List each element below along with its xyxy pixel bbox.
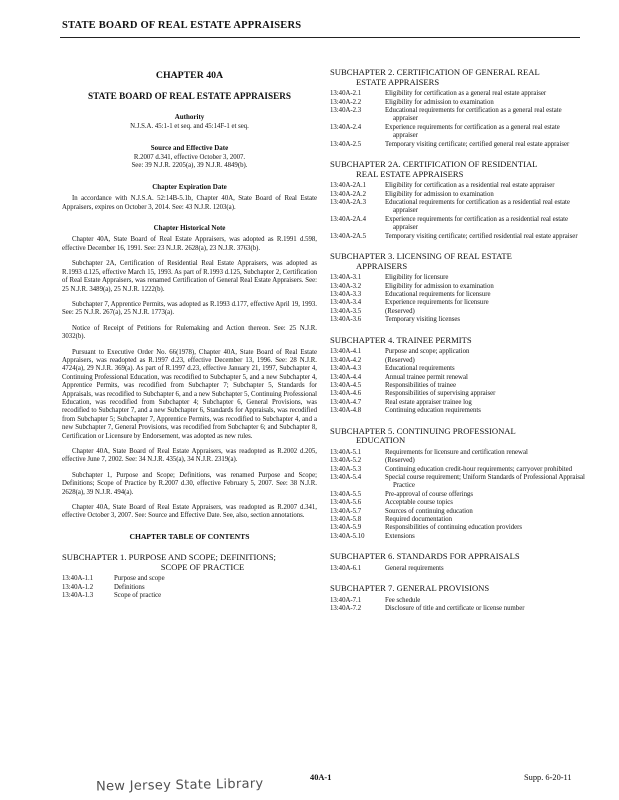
section-title: Eligibility for certification as a residential real estate appraiser bbox=[385, 182, 555, 190]
right-column bbox=[330, 68, 585, 614]
toc-entry[interactable] bbox=[330, 374, 585, 382]
section-number: 13:40A-7.1 bbox=[330, 596, 362, 604]
subchapter-title: SUBCHAPTER 3. LICENSING OF REAL ESTATE bbox=[330, 251, 512, 262]
section-title: (Reserved) bbox=[385, 457, 415, 465]
section-number: 13:40A-2.3 bbox=[330, 107, 362, 114]
section-title: Educational requirements bbox=[385, 365, 455, 373]
subchapter-entries bbox=[330, 182, 585, 241]
toc-entry[interactable] bbox=[330, 382, 585, 390]
toc-entry[interactable] bbox=[330, 316, 585, 324]
section-number: 13:40A-2A.4 bbox=[330, 215, 367, 223]
section-title: Educational requirements for certification as a residential real estate appraiser bbox=[385, 199, 570, 215]
section-title: Fee schedule bbox=[385, 596, 421, 604]
toc-entry[interactable] bbox=[330, 291, 585, 299]
section-number: 13:40A-4.6 bbox=[330, 390, 362, 398]
section-number: 13:40A-3.6 bbox=[330, 316, 362, 324]
section-title: General requirements bbox=[385, 564, 444, 572]
toc-entry[interactable] bbox=[330, 99, 585, 107]
section-number: 13:40A-3.1 bbox=[330, 274, 362, 282]
toc-entry[interactable] bbox=[330, 474, 585, 491]
subchapter-heading bbox=[330, 427, 585, 446]
section-title: Eligibility for certification as a general real estate appraiser bbox=[385, 90, 547, 98]
toc-entry[interactable] bbox=[330, 365, 585, 373]
subchapter-entries bbox=[330, 597, 585, 614]
toc-entry[interactable] bbox=[330, 565, 585, 573]
section-number: 13:40A-1.1 bbox=[62, 575, 94, 583]
section-number: 13:40A-2A.1 bbox=[330, 182, 367, 190]
section-title: Temporary visiting licenses bbox=[385, 316, 461, 324]
header-rule bbox=[60, 37, 580, 38]
toc-entry[interactable] bbox=[62, 575, 317, 583]
page-number: 40A-1 bbox=[310, 773, 332, 782]
section-number: 13:40A-1.3 bbox=[62, 592, 94, 600]
toc-entry[interactable] bbox=[330, 274, 585, 282]
subchapter-title-cont: REAL ESTATE APPRAISERS bbox=[356, 168, 464, 179]
section-title: Acceptable course topics bbox=[385, 499, 453, 507]
toc-entry[interactable] bbox=[330, 141, 585, 149]
expiration-text: In accordance with N.J.S.A. 52:14B-5.1b, Chapter 40A, State Board of Real Estate Appraisers, expires on October 3, 2014. See: 43 N.J.R. 1203(a). bbox=[62, 195, 317, 211]
subchapter-title: SUBCHAPTER 1. PURPOSE AND SCOPE; DEFINITIONS; bbox=[62, 552, 276, 563]
section-number: 13:40A-6.1 bbox=[330, 564, 362, 572]
subchapter-heading bbox=[330, 336, 585, 346]
library-stamp: New Jersey State Library bbox=[95, 776, 264, 795]
subchapter-entries bbox=[330, 449, 585, 541]
section-number: 13:40A-4.2 bbox=[330, 356, 362, 364]
toc-entry[interactable] bbox=[330, 524, 585, 532]
toc-entry[interactable] bbox=[330, 308, 585, 316]
section-title: Special course requirement; Uniform Standards of Professional Appraisal Practice bbox=[385, 473, 585, 490]
section-number: 13:40A-4.7 bbox=[330, 398, 362, 406]
section-title: Purpose and scope; application bbox=[385, 348, 470, 356]
toc-entry[interactable] bbox=[330, 357, 585, 365]
toc-entry[interactable] bbox=[330, 233, 585, 241]
section-number: 13:40A-2A.5 bbox=[330, 232, 367, 240]
section-title: (Reserved) bbox=[385, 307, 415, 315]
section-number: 13:40A-5.7 bbox=[330, 507, 362, 515]
section-number: 13:40A-2.1 bbox=[330, 90, 362, 98]
section-number: 13:40A-5.6 bbox=[330, 499, 362, 507]
section-title: Educational requirements for licensure bbox=[385, 291, 491, 299]
subchapter-1-entries bbox=[62, 575, 317, 600]
toc-entry[interactable] bbox=[330, 457, 585, 465]
toc-entry[interactable] bbox=[330, 508, 585, 516]
toc-entry[interactable] bbox=[330, 597, 585, 605]
toc-entry[interactable] bbox=[330, 107, 585, 124]
toc-entry[interactable] bbox=[330, 449, 585, 457]
subchapter-title: SUBCHAPTER 6. STANDARDS FOR APPRAISALS bbox=[330, 551, 520, 562]
subchapter-title-cont: EDUCATION bbox=[356, 435, 406, 446]
section-title: Experience requirements for licensure bbox=[385, 299, 489, 307]
subchapter-title-cont: SCOPE OF PRACTICE bbox=[160, 561, 245, 572]
section-title: Eligibility for admission to examination bbox=[385, 282, 494, 290]
section-title: Real estate appraiser trainee log bbox=[385, 398, 472, 406]
toc-entry[interactable] bbox=[330, 199, 585, 216]
supplement-date: Supp. 6-20-11 bbox=[524, 773, 572, 782]
running-header: STATE BOARD OF REAL ESTATE APPRAISERS bbox=[62, 20, 302, 31]
authority-heading: Authority bbox=[174, 112, 205, 121]
section-number: 13:40A-4.3 bbox=[330, 365, 362, 373]
toc-entry[interactable] bbox=[330, 390, 585, 398]
section-title: Disclosure of title and certificate or license number bbox=[385, 605, 525, 613]
section-number: 13:40A-3.2 bbox=[330, 282, 362, 290]
section-number: 13:40A-2.2 bbox=[330, 98, 362, 106]
toc-entry[interactable] bbox=[330, 407, 585, 415]
section-title: Continuing education requirements bbox=[385, 407, 481, 415]
expiration-heading: Chapter Expiration Date bbox=[152, 182, 227, 191]
toc-entry[interactable] bbox=[330, 348, 585, 356]
history-heading: Chapter Historical Note bbox=[153, 224, 226, 233]
section-number: 13:40A-4.8 bbox=[330, 407, 362, 415]
section-number: 13:40A-5.1 bbox=[330, 448, 362, 456]
section-number: 13:40A-3.4 bbox=[330, 299, 362, 307]
section-title: Pre-approval of course offerings bbox=[385, 490, 474, 498]
section-number: 13:40A-4.1 bbox=[330, 348, 362, 356]
toc-entry[interactable] bbox=[330, 191, 585, 199]
section-number: 13:40A-5.3 bbox=[330, 465, 362, 473]
history-paragraph: Pursuant to Executive Order No. 66(1978), Chapter 40A, State Board of Real Estate Appraisers, was readopted as R.1997 d.23, effective December 13, 1996. See: 28 N.J.R. 4724(a), 29 N.J.R. 369(a). As part of R.1997 d.23, effective January 21, 1997, Subchapter 4, Continuing Professional Education, was recodified to Subchapter 5, and a new Subchapter 4, Apprentice Permits, was recodified from Subchapter 7; Subchapter 5, Standards for Appraisals, was recodified to Subchapter 6, and a new Subchapter 5, Continuing Professional Education, was recodified from Subchapter 4; Subchapter 6, General Provisions, was recodified to Subchapter 7, and a new Subchapter 6, Standards for Appraisals, was recodified from Subchapter 5; Subchapter 7, Apprentice Permits, was recodified to Subchapter 4, and a new Subchapter 7, General Provisions, was recodified from Subchapter 6; and Subchapter 8, Certification or Licensure by Endorsement, was adopted as new rules. bbox=[62, 348, 317, 440]
toc-entry[interactable] bbox=[330, 124, 585, 141]
toc-entry[interactable] bbox=[330, 466, 585, 474]
toc-entry[interactable] bbox=[330, 399, 585, 407]
history-paragraph: Subchapter 1, Purpose and Scope; Definitions, was renamed Purpose and Scope; Definitions; Scope of Practice by R.2007 d.30, effective February 5, 2007. See: 38 N.J.R. 2628(a), 39 N.J.R. 494(a). bbox=[62, 471, 317, 496]
toc-entry[interactable] bbox=[62, 584, 317, 592]
toc-entry[interactable] bbox=[330, 182, 585, 190]
section-title: Sources of continuing education bbox=[385, 507, 473, 515]
subchapter-heading bbox=[330, 160, 585, 179]
section-title: Temporary visiting certificate; certified general real estate appraiser bbox=[385, 140, 570, 148]
toc-entry[interactable] bbox=[330, 516, 585, 524]
section-number: 13:40A-2A.2 bbox=[330, 190, 367, 198]
subchapter-heading bbox=[330, 552, 585, 562]
section-number: 13:40A-2.5 bbox=[330, 140, 362, 148]
section-number: 13:40A-4.5 bbox=[330, 381, 362, 389]
section-title: Responsibilities of trainee bbox=[385, 381, 456, 389]
history-paragraph: Chapter 40A, State Board of Real Estate Appraisers, was readopted as R.2007 d.341, effective October 3, 2007. See: Source and Effective Date. See, also, section annotations. bbox=[62, 504, 317, 520]
toc-entry[interactable] bbox=[330, 299, 585, 307]
toc-entry[interactable] bbox=[330, 216, 585, 233]
history-paragraph: Notice of Receipt of Petitions for Rulemaking and Action thereon. See: 25 N.J.R. 3032(b). bbox=[62, 324, 317, 341]
history-paragraph: Chapter 40A, State Board of Real Estate Appraisers, was readopted as R.2002 d.205, effective June 7, 2002. See: 34 N.J.R. 435(a), 34 N.J.R. 2319(a). bbox=[62, 448, 317, 464]
section-number: 13:40A-3.5 bbox=[330, 307, 362, 315]
section-title: Eligibility for admission to examination bbox=[385, 98, 494, 106]
toc-entry[interactable] bbox=[330, 605, 585, 613]
section-title: Requirements for licensure and certification renewal bbox=[385, 448, 528, 456]
left-column bbox=[62, 70, 317, 601]
toc-entry[interactable] bbox=[330, 90, 585, 98]
subchapter-title-cont: ESTATE APPRAISERS bbox=[356, 76, 440, 87]
section-title: (Reserved) bbox=[385, 356, 415, 364]
source-line: See: 39 N.J.R. 2205(a), 39 N.J.R. 4849(b). bbox=[131, 162, 248, 170]
section-title: Annual trainee permit renewal bbox=[385, 373, 468, 381]
subchapter-title: SUBCHAPTER 2A. CERTIFICATION OF RESIDENTIAL bbox=[330, 159, 538, 170]
toc-entry[interactable] bbox=[330, 533, 585, 541]
subchapter-title-cont: APPRAISERS bbox=[356, 260, 408, 271]
section-title: Extensions bbox=[385, 532, 415, 540]
subchapter-heading bbox=[330, 584, 585, 594]
section-number: 13:40A-5.5 bbox=[330, 490, 362, 498]
section-title: Experience requirements for certification as a residential real estate appraiser bbox=[385, 215, 569, 232]
section-title: Eligibility for admission to examination bbox=[385, 190, 494, 198]
section-title: Purpose and scope bbox=[114, 575, 165, 583]
section-title: Temporary visiting certificate; certified residential real estate appraiser bbox=[385, 232, 578, 240]
subchapter-title: SUBCHAPTER 5. CONTINUING PROFESSIONAL bbox=[330, 425, 516, 436]
section-title: Required documentation bbox=[385, 515, 453, 523]
subchapter-entries bbox=[330, 274, 585, 324]
subchapter-heading bbox=[330, 252, 585, 271]
section-number: 13:40A-2.4 bbox=[330, 123, 362, 131]
toc-entry[interactable] bbox=[62, 592, 317, 600]
toc-entry[interactable] bbox=[330, 491, 585, 499]
section-number: 13:40A-4.4 bbox=[330, 373, 362, 381]
history-paragraph: Subchapter 7, Apprentice Permits, was adopted as R.1993 d.177, effective April 19, 1993. See: 25 N.J.R. 267(a), 25 N.J.R. 1773(a). bbox=[62, 300, 317, 317]
section-number: 13:40A-3.3 bbox=[330, 291, 362, 299]
history-paragraph: Chapter 40A, State Board of Real Estate Appraisers, was adopted as R.1991 d.598, effective December 16, 1991. See: 23 N.J.R. 2628(a), 23 N.J.R. 3763(b). bbox=[62, 236, 317, 252]
chapter-name: STATE BOARD OF REAL ESTATE APPRAISERS bbox=[88, 91, 291, 102]
section-title: Continuing education credit-hour requirements; carryover prohibited bbox=[385, 465, 573, 473]
chapter-number: CHAPTER 40A bbox=[155, 70, 224, 81]
section-title: Responsibilities of continuing education providers bbox=[385, 524, 523, 532]
section-number: 13:40A-5.10 bbox=[330, 532, 365, 540]
section-number: 13:40A-5.2 bbox=[330, 457, 362, 465]
section-title: Responsibilities of supervising appraiser bbox=[385, 390, 496, 398]
subchapter-1-heading bbox=[62, 553, 317, 572]
section-number: 13:40A-5.9 bbox=[330, 524, 362, 532]
section-number: 13:40A-5.8 bbox=[330, 515, 362, 523]
authority-text: N.J.S.A. 45:1-1 et seq. and 45:14F-1 et seq. bbox=[130, 123, 249, 131]
section-number: 13:40A-7.2 bbox=[330, 605, 362, 613]
subchapter-title: SUBCHAPTER 2. CERTIFICATION OF GENERAL REAL bbox=[330, 67, 540, 77]
section-number: 13:40A-5.4 bbox=[330, 473, 362, 481]
history-paragraph: Subchapter 2A, Certification of Residential Real Estate Appraisers, was adopted as R.1993 d.125, effective March 15, 1993. As part of R.1993 d.125, Subchapter 2, Certification of Real Estate Appraisers, was renamed Certification of General Real Estate Appraisers. See: 25 N.J.R. 3489(a), 25 N.J.R. 1222(b). bbox=[62, 260, 317, 293]
section-title: Educational requirements for certification as a general real estate appraiser bbox=[385, 107, 562, 123]
source-heading: Source and Effective Date bbox=[150, 143, 229, 152]
subchapter-title: SUBCHAPTER 4. TRAINEE PERMITS bbox=[330, 334, 472, 345]
section-title: Scope of practice bbox=[114, 592, 162, 600]
toc-heading: CHAPTER TABLE OF CONTENTS bbox=[129, 531, 250, 541]
subchapter-entries bbox=[330, 90, 585, 149]
subchapter-entries bbox=[330, 348, 585, 415]
section-title: Definitions bbox=[114, 583, 145, 591]
section-number: 13:40A-2A.3 bbox=[330, 199, 367, 207]
subchapter-entries bbox=[330, 565, 585, 573]
history-notes bbox=[62, 236, 317, 520]
section-number: 13:40A-1.2 bbox=[62, 583, 94, 591]
toc-entry[interactable] bbox=[330, 283, 585, 291]
source-line: R.2007 d.341, effective October 3, 2007. bbox=[133, 154, 246, 162]
section-title: Eligibility for licensure bbox=[385, 274, 449, 282]
subchapter-title: SUBCHAPTER 7. GENERAL PROVISIONS bbox=[330, 583, 490, 594]
subchapter-heading bbox=[330, 68, 585, 87]
section-title: Experience requirements for certification as a general real estate appraiser bbox=[385, 123, 560, 140]
toc-entry[interactable] bbox=[330, 499, 585, 507]
